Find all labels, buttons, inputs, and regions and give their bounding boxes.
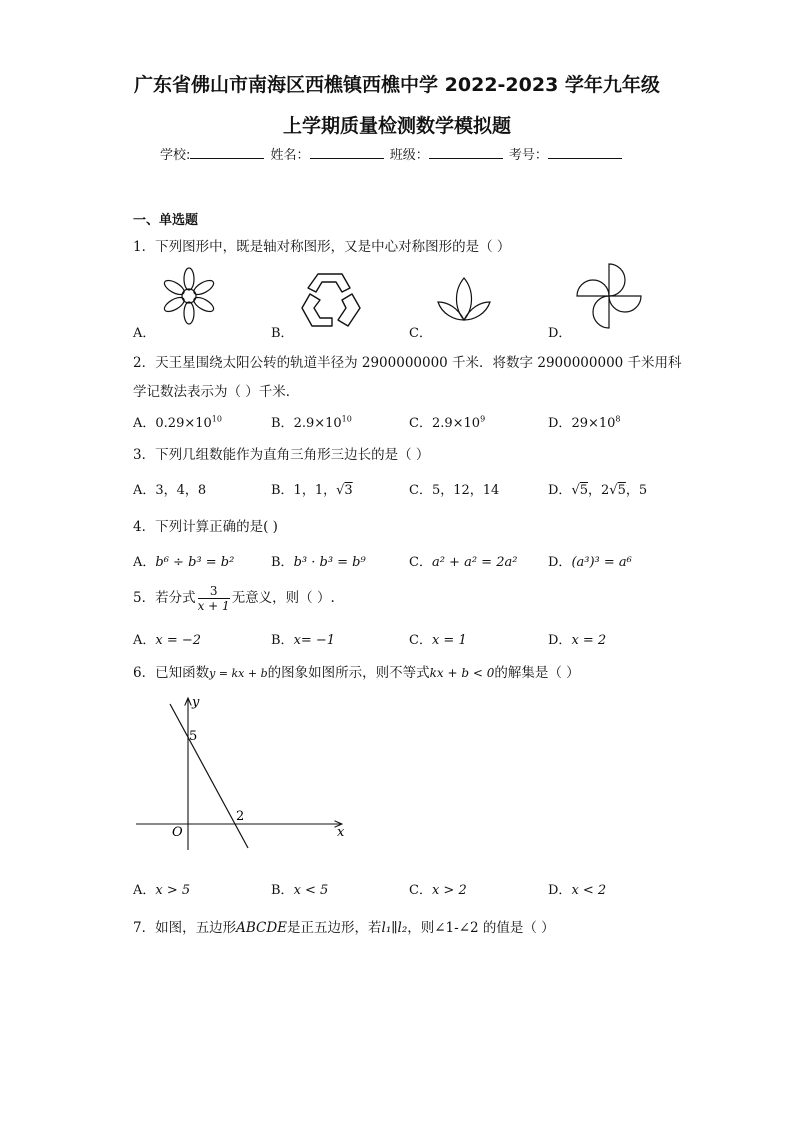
name-label: 姓名： [270, 148, 310, 163]
class-blank [429, 146, 503, 159]
q2-option-d[interactable]: D．$29\times 10^8$ [548, 414, 621, 431]
exam-title-line1: 广东省佛山市南海区西樵镇西樵中学 2022-2023 学年九年级 [134, 74, 660, 96]
school-label: 学校: [160, 148, 191, 163]
q6-option-d[interactable]: D．x < 2 [548, 883, 607, 898]
q4-option-b[interactable]: B．b³ · b³ = b⁹ [271, 555, 366, 570]
school-blank [190, 146, 264, 159]
q1-option-c[interactable]: C． [409, 326, 432, 341]
q5-option-c[interactable]: C．x = 1 [409, 633, 467, 648]
origin-label: O [172, 825, 183, 840]
q4-option-c[interactable]: C．a² + a² = 2a² [409, 555, 518, 570]
lotus-figure [436, 272, 492, 328]
linear-function-graph [130, 690, 355, 855]
q2-option-b[interactable]: B．$2.9\times 10^{10}$ [271, 414, 352, 431]
number-label: 考号： [508, 148, 548, 163]
q3-option-d[interactable]: D．√5，2√5，5 [548, 483, 648, 498]
pinwheel-figure [575, 262, 647, 330]
question-7-text: 7．如图，五边形ABCDE是正五边形，若l₁∥l₂，则∠1-∠2 的值是（ ） [133, 920, 555, 936]
fraction: $\frac{3}{x + 1}$ [197, 584, 230, 613]
section-heading: 一、单选题 [133, 213, 199, 228]
number-blank [548, 146, 622, 159]
question-1-text: 1．下列图形中，既是轴对称图形，又是中心对称图形的是（ ） [133, 239, 511, 255]
question-2-line2: 学记数法表示为（ ）千米． [133, 384, 300, 400]
q3-option-c[interactable]: C．5，12，14 [409, 483, 500, 498]
question-6-text: 6．已知函数y = kx + b的图象如图所示，则不等式kx + b < 0的解集是（ ） [133, 665, 580, 681]
q4-option-a[interactable]: A．b⁶ ÷ b³ = b² [133, 555, 235, 570]
q4-option-d[interactable]: D．(a³)³ = a⁶ [548, 555, 632, 570]
q2-option-c[interactable]: C．$2.9\times 10^9$ [409, 414, 486, 431]
q6-option-c[interactable]: C．x > 2 [409, 883, 467, 898]
question-5-text: 5．若分式 $\frac{3}{x + 1}$ 无意义，则（ ）. [133, 584, 335, 613]
q5-option-a[interactable]: A．x = −2 [133, 633, 202, 648]
question-3-text: 3．下列几组数能作为直角三角形三边长的是（ ） [133, 447, 430, 463]
q1-option-a[interactable]: A． [133, 326, 156, 341]
q6-option-a[interactable]: A．x > 5 [133, 883, 191, 898]
q5-option-d[interactable]: D．x = 2 [548, 633, 607, 648]
y-axis-label: y [192, 695, 200, 710]
flower-figure [158, 265, 220, 327]
q6-option-b[interactable]: B．x < 5 [271, 883, 329, 898]
q3-option-a[interactable]: A．3，4，8 [133, 483, 207, 498]
q5-option-b[interactable]: B．x= −1 [271, 633, 336, 648]
recycle-figure [298, 268, 364, 330]
y-intercept-label: 5 [189, 729, 198, 744]
class-label: 班级： [389, 148, 429, 163]
student-info-row [160, 144, 624, 163]
q2-option-a[interactable]: A．$0.29\times 10^{10}$ [133, 414, 222, 431]
q1-option-d[interactable]: D． [548, 326, 572, 341]
q3-option-b[interactable]: B．1，1，√3 [271, 483, 353, 498]
name-blank [310, 146, 384, 159]
question-2-line1: 2．天王星围绕太阳公转的轨道半径为 2900000000 千米．将数字 2900000000 千米用科 [133, 355, 682, 371]
x-intercept-label: 2 [236, 809, 245, 824]
exam-title-line2: 上学期质量检测数学模拟题 [282, 115, 511, 137]
question-4-text: 4．下列计算正确的是( ) [133, 519, 278, 535]
q1-option-b[interactable]: B． [271, 326, 294, 341]
x-axis-label: x [337, 825, 345, 840]
